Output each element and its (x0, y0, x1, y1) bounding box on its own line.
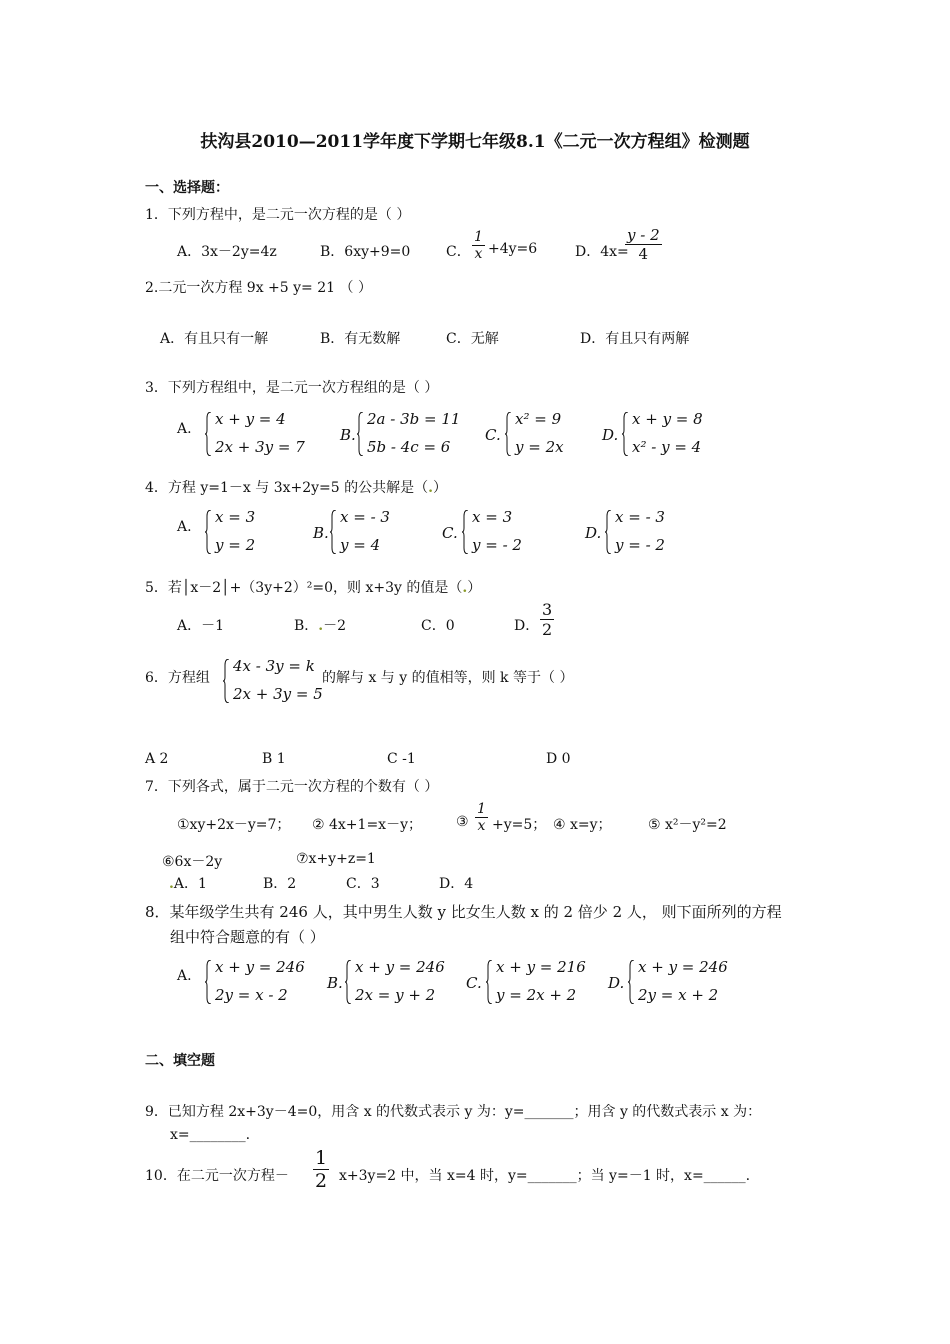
q7-item-3-label: ③ (456, 814, 469, 830)
equation-row: y = 2 (215, 536, 256, 554)
q1-option-c-fraction (472, 229, 485, 262)
brace-icon (330, 510, 337, 554)
q5-option-b-dot: . (318, 618, 324, 634)
q3-option-c-label: C. (485, 426, 501, 444)
q3-option-b-label: B. (340, 426, 356, 444)
q2-stem: 2.二元一次方程 9x +5 y= 21 （ ） (145, 280, 372, 296)
q6-option-d: D 0 (546, 751, 571, 767)
equation-row: 2y = x + 2 (638, 986, 719, 1004)
q7-item-6: ⑥6x－2y (162, 854, 223, 870)
q5-stem-close: ） (467, 580, 482, 596)
q1-stem: 1．下列方程中，是二元一次方程的是（ ） (145, 207, 411, 223)
equation-row: 2x = y + 2 (355, 986, 436, 1004)
fraction-denominator: 2 (315, 1170, 328, 1192)
fraction-denominator: x (477, 818, 486, 834)
brace-icon (505, 412, 512, 456)
brace-icon (205, 960, 212, 1004)
equation-row: x = 3 (215, 508, 256, 526)
fraction-denominator: 2 (542, 620, 553, 639)
q10-post: x+3y=2 中，当 x=4 时，y=_______；当 y=－1 时，x=______. (339, 1168, 751, 1184)
q4-option-a-label: A. (177, 519, 192, 535)
equation-row: y = - 2 (615, 536, 665, 554)
brace-icon (622, 412, 629, 456)
brace-icon (628, 960, 635, 1004)
q7-item-3-fraction (475, 801, 488, 834)
equation-row: x = 3 (472, 508, 513, 526)
q8-option-c-label: C. (466, 974, 482, 992)
fraction-numerator: 1 (315, 1147, 328, 1169)
q7-item-2: ② 4x+1=x－y； (312, 817, 422, 833)
q10-fraction (313, 1147, 329, 1192)
section-heading-choice: 一、选择题： (145, 180, 229, 196)
q5-stem (145, 577, 481, 597)
q7-stem: 7．下列各式，属于二元一次方程的个数有（ ） (145, 779, 439, 795)
equation-row: 2x + 3y = 5 (233, 685, 323, 703)
q4-option-b-label: B. (313, 524, 329, 542)
brace-icon (462, 510, 469, 554)
q7-item-7: ⑦x+y+z=1 (296, 851, 376, 867)
q5-stem-dot: . (462, 580, 468, 596)
equation-row: 2a - 3b = 11 (367, 410, 461, 428)
q2-option-b: B．有无数解 (320, 331, 401, 347)
q6-option-c: C -1 (387, 751, 416, 767)
equation-row: x + y = 246 (355, 958, 445, 976)
q4-stem (145, 477, 447, 497)
q1-option-b: B．6xy+9=0 (320, 244, 411, 260)
q7-item-4: ④ x=y； (553, 817, 612, 833)
q1-option-d-label: D．4x= (575, 244, 629, 260)
q7-item-5: ⑤ x²－y²=2 (648, 817, 727, 833)
q8-stem-line1: 8．某年级学生共有 246 人，其中男生人数 y 比女生人数 x 的 2 倍少 2 人， 则下面所列的方程 (145, 903, 782, 921)
q5-stem-text: 5．若│x－2│+（3y+2）²=0，则 x+3y 的值是（ (145, 580, 463, 596)
q7-option-a-dot: . (169, 876, 174, 892)
q2-option-d: D．有且只有两解 (580, 331, 690, 347)
equation-row: x + y = 4 (215, 410, 286, 428)
equation-row: x + y = 8 (632, 410, 703, 428)
q2-option-a: A．有且只有一解 (160, 331, 269, 347)
fraction-numerator: 3 (542, 600, 553, 619)
q5-option-d-label: D． (514, 618, 540, 634)
q3-option-a-label: A. (177, 421, 192, 437)
q5-option-c: C．0 (421, 618, 455, 634)
equation-row: 2x + 3y = 7 (215, 438, 305, 456)
q8-option-d-label: D. (608, 974, 625, 992)
equation-row: y = - 2 (472, 536, 522, 554)
q5-option-b-value: －2 (323, 618, 347, 634)
fraction-denominator: 4 (638, 245, 649, 263)
fraction-numerator: 1 (477, 801, 486, 817)
q7-option-b: B．2 (263, 876, 297, 892)
brace-icon (357, 412, 364, 456)
brace-icon (223, 659, 230, 703)
q4-stem-text: 4．方程 y=1－x 与 3x+2y=5 的公共解是（ (145, 480, 429, 496)
q10-pre: 10．在二元一次方程－ (145, 1168, 289, 1184)
equation-row: y = 4 (340, 536, 381, 554)
q1-option-d-fraction (625, 226, 662, 263)
brace-icon (605, 510, 612, 554)
q9-line2: x=________. (170, 1127, 251, 1143)
brace-icon (486, 960, 493, 1004)
q5-option-d-fraction (540, 600, 554, 639)
q8-option-b-label: B. (327, 974, 343, 992)
page-title: 扶沟县2010—2011学年度下学期七年级8.1《二元一次方程组》检测题 (200, 132, 750, 152)
equation-row: x + y = 246 (215, 958, 305, 976)
fraction-denominator: x (474, 246, 483, 262)
q2-option-c: C．无解 (446, 331, 499, 347)
brace-icon (205, 412, 212, 456)
q4-option-c-label: C. (442, 524, 458, 542)
equation-row: 4x - 3y = k (233, 657, 315, 675)
q6-option-a: A 2 (145, 751, 169, 767)
equation-row: y = 2x (515, 438, 564, 456)
q6-stem-post: 的解与 x 与 y 的值相等，则 k 等于（ ） (322, 670, 574, 686)
q9-line1: 9．已知方程 2x+3y－4=0，用含 x 的代数式表示 y 为：y=_______；用含 y 的代数式表示 x 为： (145, 1104, 762, 1120)
equation-row: x² = 9 (515, 410, 562, 428)
q1-option-c-rest: +4y=6 (488, 241, 538, 257)
equation-row: y = 2x + 2 (496, 986, 577, 1004)
q8-stem-line2: 组中符合题意的有（ ） (170, 928, 325, 946)
equation-row: 2y = x - 2 (215, 986, 288, 1004)
equation-row: x² - y = 4 (632, 438, 702, 456)
q4-stem-close: ） (433, 480, 448, 496)
q4-stem-dot: . (428, 480, 434, 496)
q7-option-d: D．4 (439, 876, 474, 892)
q7-item-1: ①xy+2x－y=7； (177, 817, 291, 833)
equation-row: x = - 3 (615, 508, 665, 526)
fraction-numerator: 1 (474, 229, 483, 245)
q3-option-d-label: D. (602, 426, 619, 444)
q4-option-d-label: D. (585, 524, 602, 542)
q3-stem: 3．下列方程组中，是二元一次方程组的是（ ） (145, 380, 439, 396)
brace-icon (205, 510, 212, 554)
q5-option-b-label: B． (294, 618, 319, 634)
fraction-numerator: y - 2 (627, 226, 660, 244)
q5-option-b (294, 615, 346, 635)
equation-row: 5b - 4c = 6 (367, 438, 451, 456)
section-heading-fill: 二、填空题 (145, 1053, 215, 1069)
q7-option-a (169, 873, 207, 893)
q5-option-a: A．－1 (177, 618, 225, 634)
q6-stem-pre: 6．方程组 (145, 670, 210, 686)
q7-option-a-text: A．1 (173, 876, 207, 892)
q6-option-b: B 1 (262, 751, 286, 767)
brace-icon (345, 960, 352, 1004)
equation-row: x = - 3 (340, 508, 390, 526)
q7-item-3-rest: +y=5； (492, 817, 547, 833)
q7-option-c: C．3 (346, 876, 380, 892)
q1-option-a: A．3x－2y=4z (177, 244, 277, 260)
equation-row: x + y = 216 (496, 958, 586, 976)
q1-option-c-label: C． (446, 244, 471, 260)
equation-row: x + y = 246 (638, 958, 728, 976)
q8-option-a-label: A. (177, 968, 192, 984)
